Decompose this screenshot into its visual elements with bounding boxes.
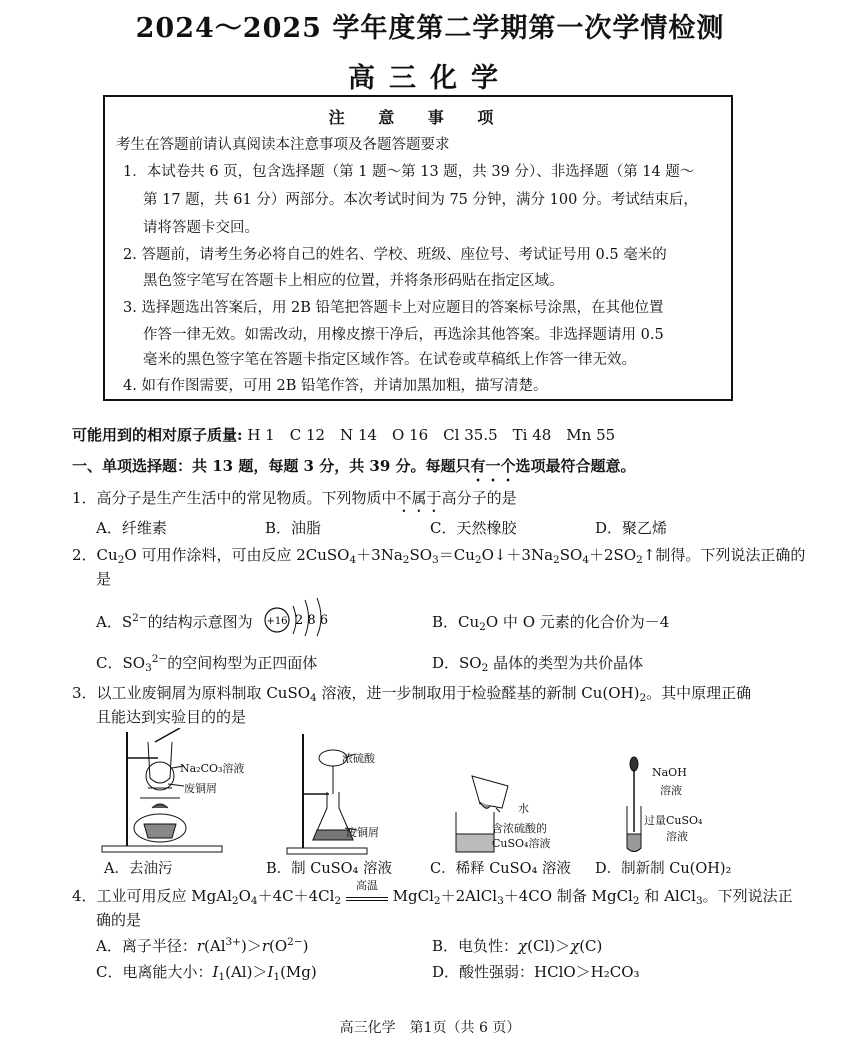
q2-option-d: D．$SO_2$ 晶体的类型为共价晶体 (432, 654, 644, 674)
q2-option-a: A．$S^{2-}$的结构示意图为 (96, 612, 253, 631)
notice-line-6: 3. 选择题选出答案后，用 2B 铅笔把答题卡上对应题目的答案标号涂黑，在其他位置 (123, 300, 664, 316)
label-naoh-1: NaOH (652, 766, 687, 779)
q4-stem: 4．工业可用反应 $MgAl_2O_4+4C+4Cl_2$ 高温 MgCl$_2$＋2AlCl$_3$＋4CO 制备 MgCl$_2$ 和 AlCl$_3$。下列说法正 (72, 879, 793, 907)
q1-option-c: C．天然橡胶 (430, 519, 517, 537)
q2-option-d-text: 晶体的类型为共价晶体 (493, 654, 644, 672)
notice-line-7: 作答一律无效。如需改动，用橡皮擦干净后，再选涂其他答案。非选择题请用 0.5 (143, 327, 664, 343)
q1-option-b: B．油脂 (265, 519, 322, 537)
label-excess-1: 过量CuSO₄ (644, 814, 703, 827)
notice-line-5: 黑色签字笔写在答题卡上相应的位置，并将条形码贴在指定区域。 (143, 273, 564, 289)
label-waste-cu-b: 废铜屑 (346, 826, 379, 839)
section-heading-b: 选项最符合题意。 (515, 457, 636, 475)
q3-option-a: A．去油污 (104, 861, 173, 877)
q4-option-b-label: B．电负性： (432, 937, 519, 955)
notice-line-4: 2. 答题前，请考生务必将自己的姓名、学校、班级、座位号、考试证号用 0.5 毫米的 (123, 247, 667, 263)
label-naoh-2: 溶液 (660, 784, 682, 797)
label-mix-1: 含浓硫酸的 (492, 822, 547, 835)
notice-line-2: 第 17 题，共 61 分）两部分。本次考试时间为 75 分钟，满分 100 分。考试结束后， (143, 192, 698, 208)
q1-stem-a: 1．高分子是生产生活中的常见物质。下列物质中 (72, 489, 397, 507)
q2-stem-line2: 是 (96, 570, 112, 588)
q2-stem: 2．$Cu_2O$ 可用作涂料，可由反应 $2CuSO_4+3Na_2SO_3=Cu_2O↓+3Na_2SO_4+2SO_2↑$制得。下列说法正确的 (72, 546, 806, 566)
q1-stem-b: 高分子的是 (441, 489, 517, 507)
atomic-mass-values: H 1 C 12 N 14 O 16 Cl 35.5 Ti 48 Mn 55 (247, 426, 616, 444)
notice-intro: 考生在答题前请认真阅读本注意事项及各题答题要求 (116, 137, 450, 153)
page-footer: 高三化学 第1页（共 6 页） (339, 1020, 521, 1036)
q4-option-b: B．电负性：χ(Cl)＞χ(C) (432, 937, 603, 955)
notice-line-9: 4. 如有作图需要，可用 2B 铅笔作答，并请加黑加粗，描写清楚。 (123, 378, 548, 394)
q1-option-a: A．纤维素 (96, 519, 167, 537)
label-mix-2: CuSO₄溶液 (492, 837, 551, 850)
notice-line-8: 毫米的黑色签字笔在答题卡指定区域作答。在试卷或草稿纸上作答一律无效。 (143, 352, 636, 368)
notice-line-1: 1．本试卷共 6 页，包含选择题（第 1 题～第 13 题，共 39 分）、非选择题（第 14 题～ (123, 164, 695, 180)
q4-option-d: D．酸性强弱：HClO＞H₂CO₃ (432, 963, 640, 981)
nucleus-charge: +16 (266, 616, 288, 627)
apparatus-a-diagram (100, 728, 260, 856)
q4-option-c-label: C．电离能大小： (96, 963, 213, 981)
q2-option-c: C．$SO_3^{2-}$的空间构型为正四面体 (96, 653, 318, 674)
q4-stem-line2: 确的是 (96, 911, 142, 929)
reaction-arrow (346, 879, 388, 901)
q1-stem-emphasis: 不属于 (396, 489, 442, 507)
q2-option-b: B．$Cu_2O$ 中 O 元素的化合价为－4 (432, 613, 670, 633)
q4-option-a-label: A．离子半径： (96, 937, 197, 955)
q3-option-c: C．稀释 CuSO₄ 溶液 (430, 861, 571, 877)
sulfide-structure-diagram (262, 596, 334, 638)
q4-option-c: C．电离能大小：$I_1(Al)>I_1(Mg)$ (96, 963, 317, 983)
label-na2co3: Na₂CO₃溶液 (180, 762, 245, 775)
q1-option-d: D．聚乙烯 (595, 519, 668, 537)
section-heading (72, 455, 636, 485)
label-conc-h2so4: 浓硫酸 (342, 752, 375, 765)
notice-box (103, 95, 733, 401)
q3-option-b: B．制 CuSO₄ 溶液 (266, 861, 392, 877)
q2-option-a-text: 的结构示意图为 (147, 613, 253, 631)
notice-heading: 注 意 事 项 (328, 108, 508, 127)
label-excess-2: 溶液 (666, 830, 688, 843)
electron-shells: 2 8 6 (295, 613, 329, 628)
atomic-mass-label: 可能用到的相对原子质量: (72, 426, 243, 444)
exam-title: 2024～2025 学年度第二学期第一次学情检测 (135, 13, 725, 44)
notice-line-3: 请将答题卡交回。 (143, 220, 259, 236)
q3-option-d: D．制新制 Cu(OH)₂ (595, 861, 732, 877)
label-waste-cu-a: 废铜屑 (184, 782, 217, 795)
section-heading-a: 一、单项选择题：共 13 题，每题 3 分，共 39 分。每题只 (72, 457, 471, 475)
q3-stem: 3．以工业废铜屑为原料制取 CuSO$_4$ 溶液，进一步制取用于检验醛基的新制 $Cu(OH)_2$。其中原理正确 (72, 684, 752, 704)
q3-stem-line2: 且能达到实验目的的是 (96, 708, 247, 726)
q1-stem (72, 487, 517, 516)
reaction-condition: 高温 (355, 879, 378, 892)
q4-option-a: A．离子半径：$r(Al^{3+})>r(O^{2-})$ (96, 936, 309, 955)
atomic-mass-line (72, 424, 615, 445)
exam-subject: 高三化学 (348, 63, 512, 94)
label-water: 水 (518, 802, 529, 815)
section-heading-emphasis: 有一个 (470, 457, 516, 475)
